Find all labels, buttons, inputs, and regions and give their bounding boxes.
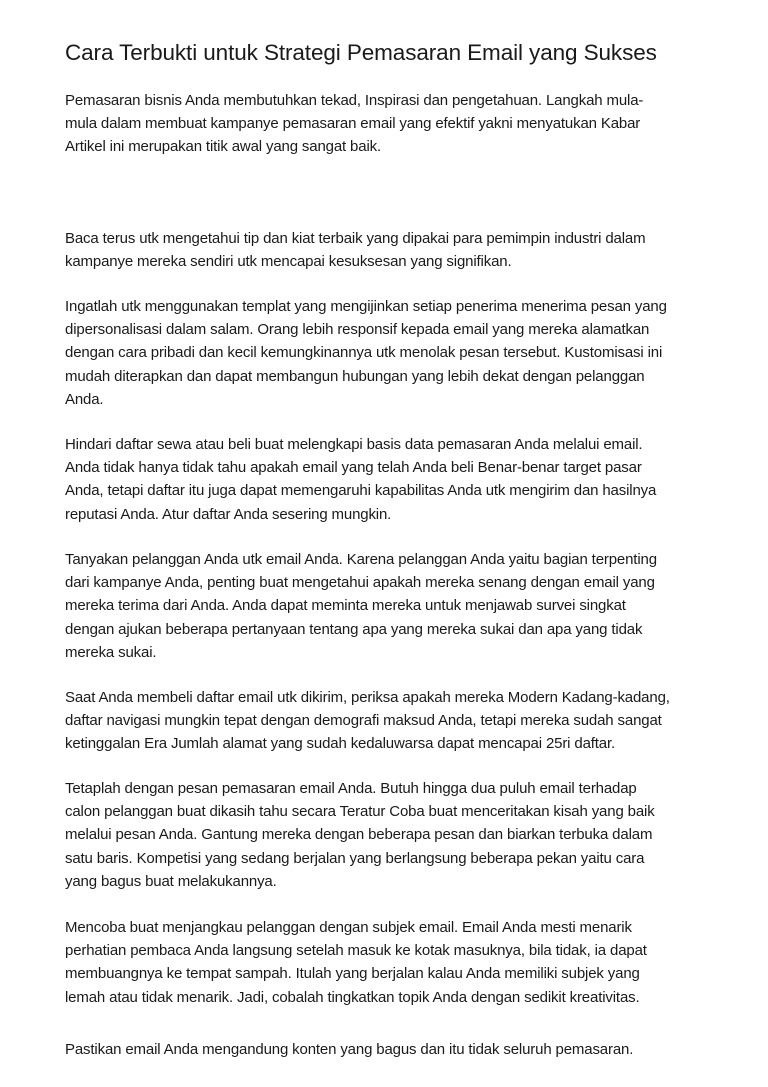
text-line: Hindari daftar sewa atau beli buat melengkapi basis data pemasaran Anda melalui email. (65, 436, 643, 453)
text-line: daftar navigasi mungkin tepat dengan demografi maksud Anda, tetapi mereka sudah sangat (65, 712, 662, 730)
document-title: Cara Terbukti untuk Strategi Pemasaran Email yang Sukses (65, 40, 657, 65)
text-line: membuangnya ke tempat sampah. Itulah yang berjalan kalau Anda memiliki subjek yang (65, 965, 640, 983)
paragraph (65, 295, 667, 411)
text-line: Tanyakan pelanggan Anda utk email Anda. Karena pelanggan Anda yaitu bagian terpenting (65, 551, 657, 568)
paragraph (65, 686, 670, 756)
paragraph (65, 89, 643, 159)
text-line: ketinggalan Era Jumlah alamat yang sudah kedaluwarsa dapat mencapai 25ri daftar. (65, 735, 616, 753)
text-line: Pemasaran bisnis Anda membutuhkan tekad, Inspirasi dan pengetahuan. Langkah mula- (65, 92, 644, 109)
paragraph (65, 916, 647, 1009)
text-line: Anda tidak hanya tidak tahu apakah email yang telah Anda beli Benar-benar target pasar (65, 459, 642, 477)
text-line: dengan ajukan beberapa pertanyaan tentang apa yang mereka sukai dan apa yang tidak (65, 620, 643, 638)
text-line: dipersonalisasi dalam salam. Orang lebih responsif kepada email yang mereka alamatkan (65, 321, 650, 339)
text-line: kampanye mereka sendiri utk mencapai kesuksesan yang signifikan. (65, 253, 512, 271)
paragraph (65, 1038, 633, 1061)
text-line: lemah atau tidak menarik. Jadi, cobalah tingkatkan topik Anda dengan sedikit kreativitas. (65, 988, 640, 1006)
text-line: calon pelanggan buat dikasih tahu secara Teratur Coba buat menceritakan kisah yang baik (65, 803, 655, 821)
text-line: dengan cara pribadi dan kecil kemungkinannya utk menolak pesan tersebut. Kustomisasi ini (65, 344, 663, 362)
text-line: mereka sukai. (65, 643, 157, 661)
text-line: Baca terus utk mengetahui tip dan kiat terbaik yang dipakai para pemimpin industri dalam (65, 230, 646, 247)
paragraph (65, 227, 645, 273)
text-line: Artikel ini merupakan titik awal yang sangat baik. (65, 138, 381, 156)
text-line: dari kampanye Anda, penting buat mengetahui apakah mereka senang dengan email yang (65, 574, 655, 592)
text-line: melalui pesan Anda. Gantung mereka dengan beberapa pesan dan biarkan terbuka dalam (65, 826, 653, 844)
text-line: reputasi Anda. Atur daftar Anda sesering mungkin. (65, 505, 392, 523)
paragraph (65, 548, 657, 664)
paragraph (65, 777, 655, 893)
text-line: mereka terima dari Anda. Anda dapat meminta mereka untuk menjawab survei singkat (65, 597, 626, 615)
text-line: Anda, tetapi daftar itu juga dapat memengaruhi kapabilitas Anda utk mengirim dan hasilnya (65, 482, 657, 500)
text-line: mudah diterapkan dan dapat membangun hubungan yang lebih dekat dengan pelanggan (65, 367, 645, 385)
text-line: Anda. (65, 390, 104, 408)
text-line: Mencoba buat menjangkau pelanggan dengan subjek email. Email Anda mesti menarik (65, 919, 632, 936)
text-line: Tetaplah dengan pesan pemasaran email Anda. Butuh hingga dua puluh email terhadap (65, 780, 637, 797)
text-line: perhatian pembaca Anda langsung setelah masuk ke kotak masuknya, bila tidak, ia dapat (65, 942, 647, 960)
text-line: Ingatlah utk menggunakan templat yang mengijinkan setiap penerima menerima pesan yang (65, 298, 667, 315)
text-line: yang bagus buat melakukannya. (65, 872, 277, 890)
text-line: Saat Anda membeli daftar email utk dikirim, periksa apakah mereka Modern Kadang-kadang, (65, 689, 670, 706)
text-line: satu baris. Kompetisi yang sedang berjalan yang berlangsung beberapa pekan yaitu cara (65, 849, 645, 867)
text-line: mula dalam membuat kampanye pemasaran email yang efektif yakni menyatukan Kabar (65, 115, 641, 133)
text-line: Pastikan email Anda mengandung konten yang bagus dan itu tidak seluruh pemasaran. (65, 1041, 634, 1058)
paragraph (65, 433, 656, 526)
